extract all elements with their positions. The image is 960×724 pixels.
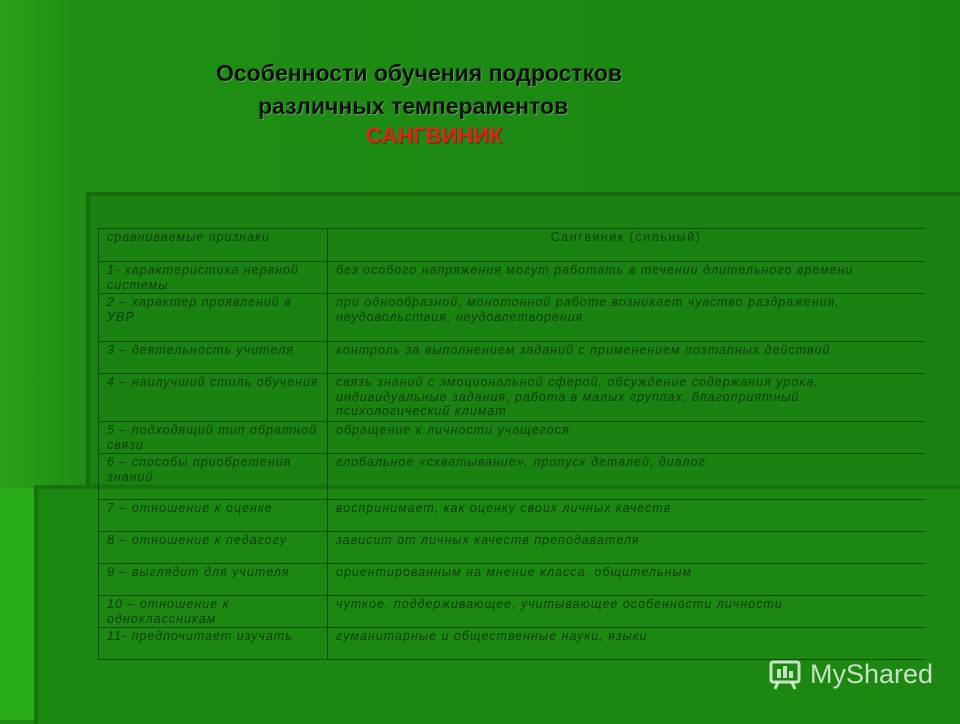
table-row xyxy=(98,532,924,564)
row-criterion: 7 – отношение к оценке xyxy=(99,500,328,531)
slide-title-line2: различных темпераментов xyxy=(258,93,569,119)
comparison-table xyxy=(98,228,924,660)
presentation-board-icon xyxy=(768,657,802,691)
table-row xyxy=(98,262,924,294)
watermark xyxy=(768,654,933,694)
row-description: при однообразной, монотонной работе возникает чувство раздражения, неудовольствия, неудовлетворения xyxy=(336,295,840,324)
table-row xyxy=(98,422,924,454)
row-criterion: 11- предпочитает изучать xyxy=(99,628,328,659)
row-description: воспринимает, как оценку своих личных качеств xyxy=(336,501,672,515)
header-cell-criteria: сравниваемые признаки xyxy=(99,229,328,261)
slide-title-sanguine: САНГВИНИК xyxy=(366,123,503,148)
row-description: глобальное «схватывание», пропуск деталей, диалог xyxy=(336,455,706,469)
table-row xyxy=(98,596,924,628)
table-row xyxy=(98,500,924,532)
row-description: без особого напряжения могут работать в течении длительного времени xyxy=(336,263,854,277)
row-criterion: 3 – деятельность учителя xyxy=(99,342,328,373)
row-description: контроль за выполнением заданий с применением поэтапных действий xyxy=(336,343,831,357)
row-criterion: 4 – наилучший стиль обучения xyxy=(99,374,328,421)
row-description: гуманитарные и общественные науки, языки xyxy=(336,629,648,643)
row-criterion: 2 – характер проявлений в УВР xyxy=(99,294,328,341)
table-row xyxy=(98,374,924,422)
row-criterion: 9 – выглядит для учителя xyxy=(99,564,328,595)
row-description: связь знаний с эмоциональной сферой, обсуждение содержания урока, индивидуальные задания, работа в малых группах, благоприятный психологический климат xyxy=(336,375,819,418)
row-criterion: 1- характеристика нервной системы xyxy=(99,262,328,293)
table-row xyxy=(98,294,924,342)
watermark-text: MyShared xyxy=(810,658,934,689)
header-cell-sanguine: Сангвиник (сильный) xyxy=(550,230,702,244)
row-description: ориентированным на мнение класса, общительным xyxy=(336,565,693,579)
table-row xyxy=(98,454,924,500)
row-description: обращение к личности учащегося xyxy=(336,423,570,437)
slide-title-line1: Особенности обучения подростков xyxy=(216,60,623,86)
row-criterion: 10 – отношение к одноклассникам xyxy=(99,596,328,627)
table-row xyxy=(98,564,924,596)
row-description: зависит от личных качеств преподавателя xyxy=(336,533,640,547)
row-criterion: 6 – способы приобретения знаний xyxy=(99,454,328,499)
decor-panel-left xyxy=(0,488,34,720)
row-description: чуткое, поддерживающее, учитывающее особенности личности xyxy=(336,597,783,611)
table-header-row xyxy=(98,229,924,262)
row-criterion: 8 – отношение к педагогу xyxy=(99,532,328,563)
table-row xyxy=(98,342,924,374)
row-criterion: 5 – подходящий тип обратной связи xyxy=(99,422,328,453)
